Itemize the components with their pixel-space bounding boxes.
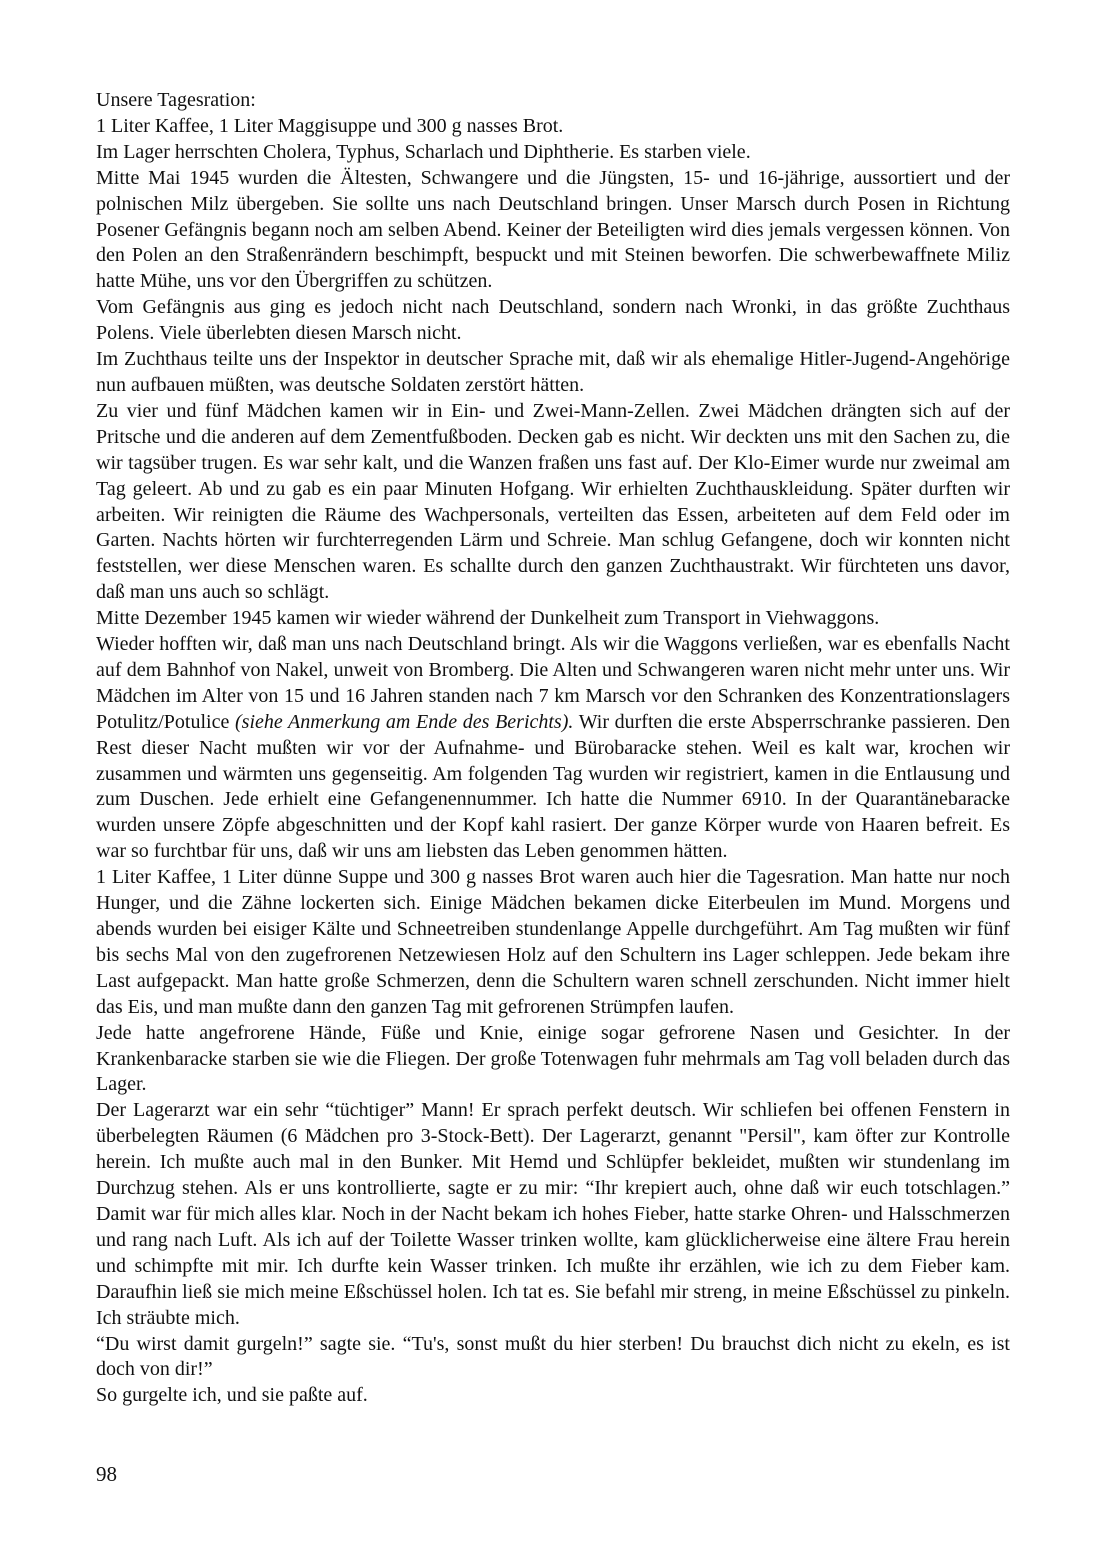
paragraph: 1 Liter Kaffee, 1 Liter Maggisuppe und 300 g nasses Brot. xyxy=(96,114,564,137)
paragraph: Mitte Mai 1945 wurden die Ältesten, Schwangere und die Jüngsten, 15- und 16-jährige, aussortiert und der polnischen Milz übergeben. Sie sollte uns nach Deutschland bringen. Unser Marsch durch Posen in Richtung Posener Gefängnis begann noch am selben Abend. Keiner der Beteiligten wird dies jemals vergessen können. Von den Polen an den Straßenrändern beschimpft, bespuckt und mit Steinen beworfen. Die schwerbewaffnete Miliz hatte Mühe, uns vor den Übergriffen zu schützen. xyxy=(96,166,1010,293)
paragraph: So gurgelte ich, und sie paßte auf. xyxy=(96,1384,368,1407)
paragraph xyxy=(96,632,1010,865)
page-number: 98 xyxy=(96,1462,117,1486)
paragraph-text: Wir durften die erste Absperrschranke passieren. Den Rest dieser Nacht mußten wir vor der Aufnahme- und Bürobaracke stehen. Weil es kalt war, krochen wir zusammen und wärmten uns gegenseitig. Am folgenden Tag wurden wir registriert, kamen in die Entlausung und zum Duschen. Jede erhielt eine Gefangenennummer. Ich hatte die Nummer 6910. In der Quarantänebaracke wurden unsere Zöpfe abgeschnitten und der Kopf kahl rasiert. Der ganze Körper wurde von Haaren befreit. Es war so furchtbar für uns, daß wir uns am liebsten das Leben genommen hätten. xyxy=(96,710,1010,863)
paragraph: 1 Liter Kaffee, 1 Liter dünne Suppe und 300 g nasses Brot waren auch hier die Tagesration. Man hatte nur noch Hunger, und die Zähne lockerten sich. Einige Mädchen bekamen dicke Eiterbeulen im Mund. Morgens und abends wurden bei eisiger Kälte und Schneetreiben stundenlange Appelle durchgeführt. Am Tag mußten wir fünf bis sechs Mal von den zugefrorenen Netzewiesen Holz auf den Schultern ins Lager schleppen. Jede bekam ihre Last aufgepackt. Man hatte große Schmerzen, denn die Schultern waren schnell zerschunden. Nicht immer hielt das Eis, und man mußte dann den ganzen Tag mit gefrorenen Strümpfen laufen. xyxy=(96,866,1010,1018)
paragraph: Jede hatte angefrorene Hände, Füße und Knie, einige sogar gefrorene Nasen und Gesichter. In der Krankenbaracke starben sie wie die Fliegen. Der große Totenwagen fuhr mehrmals am Tag voll beladen durch das Lager. xyxy=(96,1021,1010,1096)
paragraph: “Du wirst damit gurgeln!” sagte sie. “Tu's, sonst mußt du hier sterben! Du brauchst dich nicht zu ekeln, es ist doch von dir!” xyxy=(96,1332,1010,1381)
paragraph: Mitte Dezember 1945 kamen wir wieder während der Dunkelheit zum Transport in Viehwaggons. xyxy=(96,607,880,630)
paragraph: Unsere Tagesration: xyxy=(96,89,256,111)
paragraph: Vom Gefängnis aus ging es jedoch nicht nach Deutschland, sondern nach Wronki, in das größte Zuchthaus Polens. Viele überlebten diesen Marsch nicht. xyxy=(96,296,1010,345)
paragraph: Zu vier und fünf Mädchen kamen wir in Ein- und Zwei-Mann-Zellen. Zwei Mädchen drängten sich auf der Pritsche und die anderen auf dem Zementfußboden. Decken gab es nicht. Wir deckten uns mit den Sachen zu, die wir tagsüber trugen. Es war sehr kalt, und die Wanzen fraßen uns fast auf. Der Klo-Eimer wurde nur zweimal am Tag geleert. Ab und zu gab es ein paar Minuten Hofgang. Wir erhielten Zuchthauskleidung. Später durften wir arbeiten. Wir reinigten die Räume des Wachpersonals, verteilten das Essen, arbeiteten auf dem Feld oder im Garten. Nachts hörten wir furchterregenden Lärm und Schreie. Man schlug Gefangene, doch wir konnten nicht feststellen, wer diese Menschen waren. Es schallte durch den ganzen Zuchthaustrakt. Wir fürchteten uns davor, daß man uns auch so schlägt. xyxy=(96,399,1010,604)
paragraph: Der Lagerarzt war ein sehr “tüchtiger” Mann! Er sprach perfekt deutsch. Wir schliefen bei offenen Fenstern in überbelegten Räumen (6 Mädchen pro 3-Stock-Bett). Der Lagerarzt, genannt "Persil", kam öfter zur Kontrolle herein. Ich mußte auch mal in den Bunker. Mit Hemd und Schlüpfer bekleidet, mußten wir stundenlang im Durchzug stehen. Als er uns kontrollierte, sagte er zu mir: “Ihr krepiert auch, ohne daß wir euch totschlagen.” Damit war für mich alles klar. Noch in der Nacht bekam ich hohes Fieber, hatte starke Ohren- und Halsschmerzen und rang nach Luft. Als ich auf der Toilette Wasser trinken wollte, kam glücklicherweise eine ältere Frau herein und schimpfte mit mir. Ich durfte kein Wasser trinken. Ich mußte ihr erzählen, wie ich zu dem Fieber kam. Daraufhin ließ sie mich meine Eßschüssel holen. Ich tat es. Sie befahl mir streng, in meine Eßschüssel zu pinkeln. Ich sträubte mich. xyxy=(96,1099,1010,1329)
document-body xyxy=(96,88,1010,1409)
paragraph-text: Wieder hofften wir, daß man uns nach Deutschland bringt. Als wir die Waggons verließen, war es ebenfalls Nacht auf dem Bahnhof von Nakel, unweit von Bromberg. Die Alten und Schwangeren waren nicht mehr unter uns. Wir Mädchen im Alter von 15 und 16 Jahren standen nach 7 km Marsch vor den Schranken des Konzentrationslagers Potulitz/Potulice xyxy=(96,633,1010,733)
annotation-reference: (siehe Anmerkung am Ende des Berichts). xyxy=(235,710,574,733)
paragraph: Im Lager herrschten Cholera, Typhus, Scharlach und Diphtherie. Es starben viele. xyxy=(96,140,751,163)
paragraph: Im Zuchthaus teilte uns der Inspektor in deutscher Sprache mit, daß wir als ehemalige Hitler-Jugend-Angehörige nun aufbauen müßten, was deutsche Soldaten zerstört hätten. xyxy=(96,348,1010,396)
